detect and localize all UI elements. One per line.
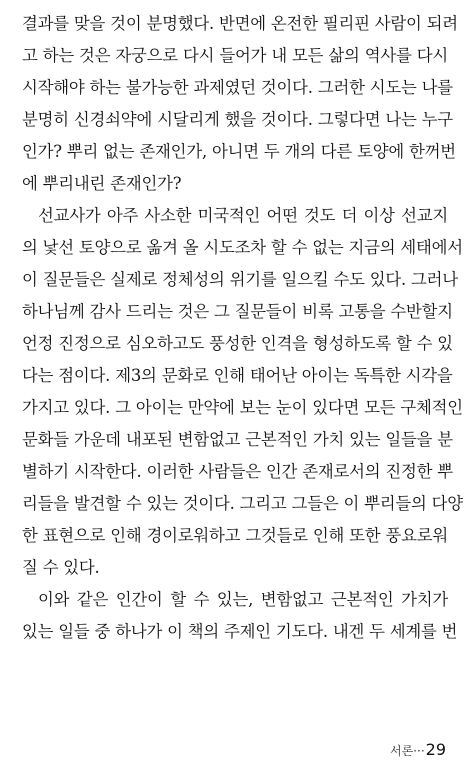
text-line: 시작해야 하는 불가능한 과제였던 것이다. 그러한 시도는 나를 [22,78,453,97]
text-line: 하나님께 감사 드리는 것은 그 질문들이 비록 고통을 수반할지 [22,302,453,321]
text-line: 한 표현으로 인해 경이로워하고 그것들로 인해 또한 풍요로워 [22,526,448,545]
text-line: 별하기 시작한다. 이러한 사람들은 인간 존재로서의 진정한 뿌 [22,462,453,481]
text-line: 이와 같은 인간이 할 수 있는, 변함없고 근본적인 가치가 [38,590,448,609]
text-line: 이 질문들은 실제로 정체성의 위기를 일으킬 수도 있다. 그러나 [22,270,458,289]
paragraph-3 [22,584,458,648]
text-line: 문화들 가운데 내포된 변함없고 근본적인 가치 있는 일들을 분 [22,430,453,449]
text-line: 에 뿌리내린 존재인가? [22,174,182,193]
text-line: 다는 점이다. 제3의 문화로 인해 태어난 아이는 독특한 시각을 [22,366,453,385]
text-line: 의 낯선 토양으로 옮겨 올 시도조차 할 수 없는 지금의 세태에서 [22,238,463,257]
text-line: 분명히 신경쇠약에 시달리게 했을 것이다. 그렇다면 나는 누구 [22,110,453,129]
paragraph-2 [22,200,463,584]
text-line: 리들을 발견할 수 있는 것이다. 그리고 그들은 이 뿌리들의 다양 [22,494,463,513]
text-line: 고 하는 것은 자궁으로 다시 들어가 내 모든 삶의 역사를 다시 [22,46,448,65]
text-line: 질 수 있다. [22,558,100,577]
paragraph-1 [22,8,458,200]
page-number: 29 [425,740,446,759]
text-line: 가지고 있다. 그 아이는 만약에 보는 눈이 있다면 모든 구체적인 [22,398,463,417]
body-text [22,8,463,648]
text-line: 선교사가 아주 사소한 미국적인 어떤 것도 더 이상 선교지 [38,206,448,225]
page-footer [390,738,446,762]
text-line: 있는 일들 중 하나가 이 책의 주제인 기도다. 내겐 두 세계를 번 [22,622,458,641]
text-line: 언정 진정으로 심오하고도 풍성한 인격을 형성하도록 할 수 있 [22,334,453,353]
section-label: 서론··· [390,744,425,758]
text-line: 결과를 맞을 것이 분명했다. 반면에 온전한 필리핀 사람이 되려 [22,14,458,33]
text-line: 인가? 뿌리 없는 존재인가, 아니면 두 개의 다른 토양에 한꺼번 [22,142,456,161]
